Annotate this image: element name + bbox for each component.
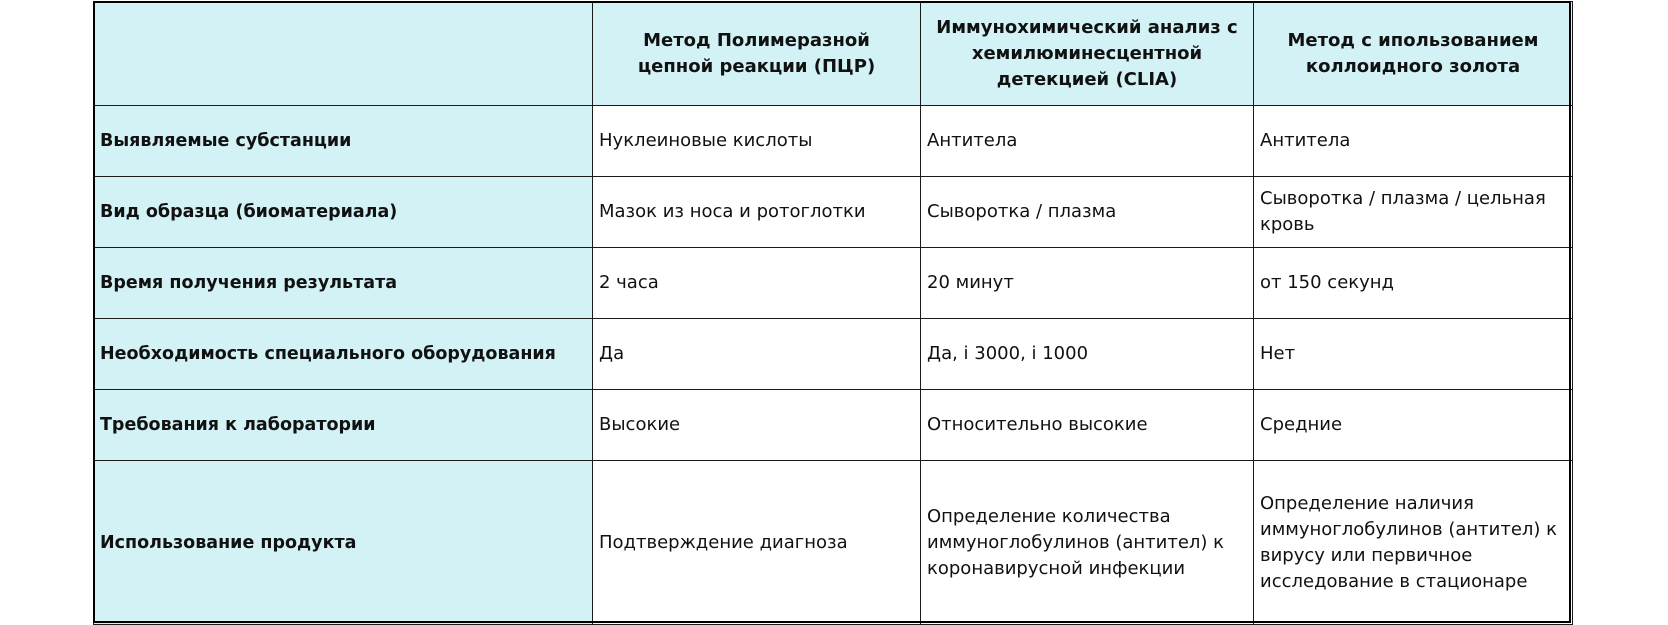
table-row — [94, 248, 1573, 319]
table-row — [94, 177, 1573, 248]
cell-clia: Относительно высокие — [921, 390, 1254, 461]
cell-colloidal-gold: Антитела — [1254, 106, 1573, 177]
cell-clia: Да, i 3000, i 1000 — [921, 319, 1254, 390]
row-label: Необходимость специального оборудования — [94, 319, 593, 390]
row-label: Требования к лаборатории — [94, 390, 593, 461]
cell-colloidal-gold: Средние — [1254, 390, 1573, 461]
cell-clia: 20 минут — [921, 248, 1254, 319]
table-row — [94, 106, 1573, 177]
cell-pcr: 2 часа — [593, 248, 921, 319]
row-label: Время получения результата — [94, 248, 593, 319]
cell-colloidal-gold: Сыворотка / плазма / цельная кровь — [1254, 177, 1573, 248]
cell-clia: Определение количества иммуноглобулинов (антител) к коронавирусной инфекции — [921, 461, 1254, 625]
cell-clia: Сыворотка / плазма — [921, 177, 1254, 248]
row-label: Использование продукта — [94, 461, 593, 625]
header-row — [94, 2, 1573, 106]
cell-pcr: Высокие — [593, 390, 921, 461]
cell-pcr: Нуклеиновые кислоты — [593, 106, 921, 177]
table-row — [94, 319, 1573, 390]
cell-clia: Антитела — [921, 106, 1254, 177]
cell-pcr: Да — [593, 319, 921, 390]
comparison-table — [93, 1, 1573, 625]
row-label: Выявляемые субстанции — [94, 106, 593, 177]
cell-pcr: Подтверждение диагноза — [593, 461, 921, 625]
header-corner-cell — [94, 2, 593, 106]
row-label: Вид образца (биоматериала) — [94, 177, 593, 248]
header-clia: Иммунохимический анализ с хемилюминесцентной детекцией (CLIA) — [921, 2, 1254, 106]
cell-colloidal-gold: Нет — [1254, 319, 1573, 390]
table-row — [94, 390, 1573, 461]
table-row — [94, 461, 1573, 625]
cell-pcr: Мазок из носа и ротоглотки — [593, 177, 921, 248]
cell-colloidal-gold: Определение наличия иммуноглобулинов (антител) к вирусу или первичное исследование в стационаре — [1254, 461, 1573, 625]
header-colloidal-gold: Метод с ипользованием коллоидного золота — [1254, 2, 1573, 106]
header-pcr: Метод Полимеразной цепной реакции (ПЦР) — [593, 2, 921, 106]
cell-colloidal-gold: от 150 секунд — [1254, 248, 1573, 319]
